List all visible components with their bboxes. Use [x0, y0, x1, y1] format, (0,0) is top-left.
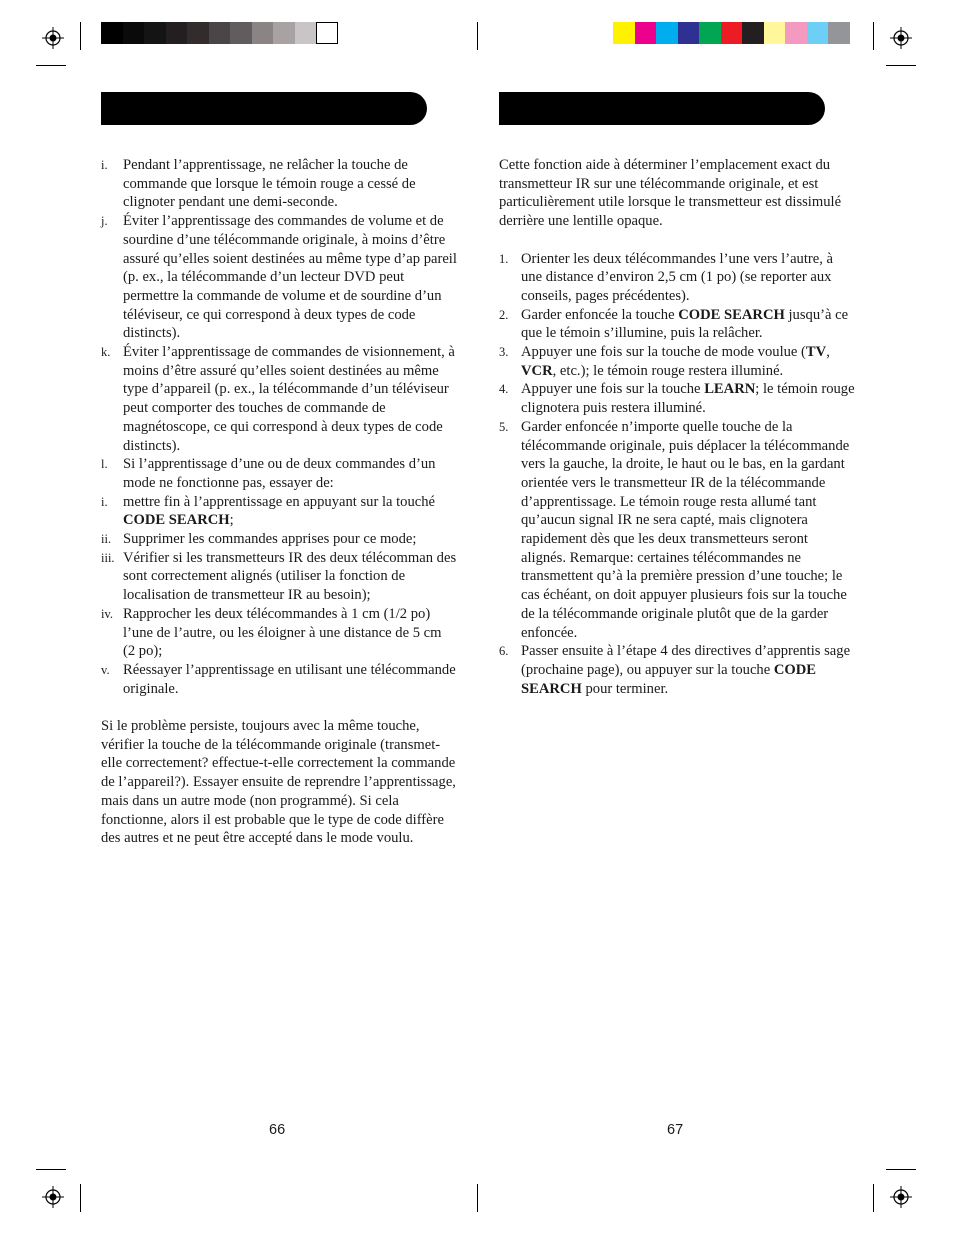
list-item-label: 4. — [499, 382, 509, 397]
crop-mark — [36, 65, 66, 66]
list-item-label: 5. — [499, 419, 509, 434]
list-item — [101, 156, 457, 212]
color-swatch — [721, 22, 743, 44]
list-item — [101, 549, 457, 605]
crop-mark — [873, 1184, 874, 1212]
list-item-label: 6. — [499, 644, 509, 659]
color-swatch — [699, 22, 721, 44]
list-item — [101, 212, 457, 343]
color-swatch — [764, 22, 786, 44]
list-item-label: k. — [101, 345, 111, 360]
list-item — [499, 343, 855, 380]
crop-mark — [477, 22, 478, 50]
list-item — [101, 661, 457, 698]
list-item — [101, 455, 457, 492]
list-item — [101, 605, 457, 661]
crop-mark — [873, 22, 874, 50]
crop-mark — [886, 1169, 916, 1170]
list-item — [499, 642, 855, 698]
color-swatch — [656, 22, 678, 44]
color-swatch — [230, 22, 252, 44]
color-swatch — [742, 22, 764, 44]
right-intro-paragraph: Cette fonction aide à déterminer l’emplacement exact du transmetteur IR sur une télécommande originale, et est particulièrement utile lorsque le transmetteur est dissimulé derrière une lentille opaque. — [499, 157, 842, 230]
list-item-text: Vérifier si les transmetteurs IR des deux télécomman des sont correctement alignés (utiliser la fonction de localisation de transmetteur IR au besoin); — [123, 549, 457, 604]
list-item-text: Éviter l’apprentissage de commandes de visionnement, à moins d’être assuré qu’elles soient destinées au même type d’appareil (p. ex., la télécommande d’un téléviseur peut comporter des touches de commande de magnétoscope, ce qui correspond à deux types de code distincts). — [123, 344, 455, 454]
crop-mark — [80, 1184, 81, 1212]
crop-mark — [80, 22, 81, 50]
list-item-label: 1. — [499, 251, 509, 266]
crop-mark — [477, 1184, 478, 1212]
list-item-text: mettre fin à l’apprentissage en appuyant sur la touché CODE SEARCH; — [123, 493, 436, 529]
color-swatch — [785, 22, 807, 44]
list-item — [499, 306, 855, 343]
right-column — [499, 156, 855, 698]
list-item-label: l. — [101, 457, 108, 472]
color-swatch — [123, 22, 145, 44]
color-swatch — [828, 22, 850, 44]
left-section-header-bar — [101, 92, 427, 125]
right-section-header-bar — [499, 92, 825, 125]
list-item-label: j. — [101, 214, 108, 229]
color-swatch — [635, 22, 657, 44]
left-tips-list — [101, 156, 457, 698]
color-swatch — [295, 22, 317, 44]
page-number-right: 67 — [667, 1122, 684, 1138]
color-swatch — [187, 22, 209, 44]
list-item-label: iii. — [101, 550, 115, 565]
list-item-label: 3. — [499, 345, 509, 360]
list-item — [499, 380, 855, 417]
list-item-text: Orienter les deux télécommandes l’une vers l’autre, à une distance d’environ 2,5 cm (1 po) (se reporter aux conseils, pages précédentes). — [521, 250, 834, 304]
color-swatch — [316, 22, 338, 44]
registration-mark-icon — [890, 1186, 912, 1208]
list-item-label: i. — [101, 494, 108, 509]
list-item-text: Si l’apprentissage d’une ou de deux commandes d’un mode ne fonctionne pas, essayer de: — [123, 456, 436, 491]
list-item-text: Pendant l’apprentissage, ne relâcher la touche de commande que lorsque le témoin rouge a cessé de clignoter pendant une demi-seconde. — [123, 157, 416, 211]
registration-mark-icon — [890, 27, 912, 49]
list-item-text: Appuyer une fois sur la touche LEARN; le témoin rouge clignotera puis restera illuminé. — [521, 381, 855, 417]
list-item — [101, 530, 457, 549]
color-swatch — [144, 22, 166, 44]
crop-mark — [36, 1169, 66, 1170]
list-item-text: Supprimer les commandes apprises pour ce mode; — [123, 531, 417, 548]
left-column — [101, 156, 457, 848]
list-item-text: Réessayer l’apprentissage en utilisant une télécommande originale. — [123, 661, 456, 697]
process-color-bar — [613, 22, 850, 44]
list-item-text: Garder enfoncée la touche CODE SEARCH jusqu’à ce que le témoin s’illumine, puis la relâcher. — [521, 306, 849, 342]
list-item-text: Garder enfoncée n’importe quelle touche de la télécommande originale, puis déplacer la télécommande vers la gauche, la droite, le haut ou le bas, en la gardant orientée vers le transmetteur IR de la télécommande d’apprentissage. Le témoin rouge resta allumé tant qu’aucun signal IR ne sera capté, mais clignotera rapidement dès que les deux transmetteurs seront alignés. Remarque: certaines télécommandes ne transmettent qu’à la première pression d’une touche; le cas échéant, on doit appuyer plusieurs fois sur la touche de la télécommande originale plutôt que de la garder enfoncée. — [521, 418, 850, 641]
color-swatch — [807, 22, 829, 44]
list-item-label: i. — [101, 158, 108, 172]
grayscale-color-bar — [101, 22, 338, 44]
right-steps-list — [499, 250, 855, 699]
list-item-text: Rapprocher les deux télécommandes à 1 cm (1/2 po) l’une de l’autre, ou les éloigner à une distance de 5 cm (2 po); — [123, 605, 442, 660]
color-swatch — [209, 22, 231, 44]
list-item-text: Passer ensuite à l’étape 4 des directives d’apprentis sage (prochaine page), ou appuyer sur la touche CODE SEARCH pour terminer. — [521, 643, 851, 697]
registration-mark-icon — [42, 1186, 64, 1208]
list-item — [499, 418, 855, 642]
color-swatch — [166, 22, 188, 44]
color-swatch — [678, 22, 700, 44]
color-swatch — [101, 22, 123, 44]
list-item — [101, 493, 457, 530]
list-item-label: v. — [101, 662, 110, 677]
list-item-label: 2. — [499, 307, 509, 322]
list-item-text: Éviter l’apprentissage des commandes de volume et de sourdine d’une télécommande originale, à moins d’être assuré qu’elles soient destinées au même type d’ap pareil (p. ex., la télécommande d’un lecteur DVD peut permettre la commande de volume et de sourdine d’un téléviseur, ce qui correspond à deux types de code distincts). — [123, 213, 457, 342]
crop-mark — [886, 65, 916, 66]
left-closing-paragraph: Si le problème persiste, toujours avec la même touche, vérifier la touche de la télécommande originale (transmet-elle correctement? effectue-t-elle correctement la commande de l’appareil?). Essayer ensuite de reprendre l’apprentissage, mais dans un autre mode (non programmé). Si cela fonctionne, alors il est probable que le type de code diffère des autres et ne peut être accepté dans le mode voulu. — [101, 718, 456, 847]
list-item-label: ii. — [101, 532, 112, 547]
list-item — [101, 343, 457, 455]
list-item — [499, 250, 855, 306]
list-item-label: iv. — [101, 606, 114, 621]
color-swatch — [273, 22, 295, 44]
list-item-text: Appuyer une fois sur la touche de mode voulue (TV, VCR, etc.); le témoin rouge restera illuminé. — [521, 344, 830, 379]
color-swatch — [613, 22, 635, 44]
registration-mark-icon — [42, 27, 64, 49]
color-swatch — [252, 22, 274, 44]
page-number-left: 66 — [269, 1122, 286, 1138]
